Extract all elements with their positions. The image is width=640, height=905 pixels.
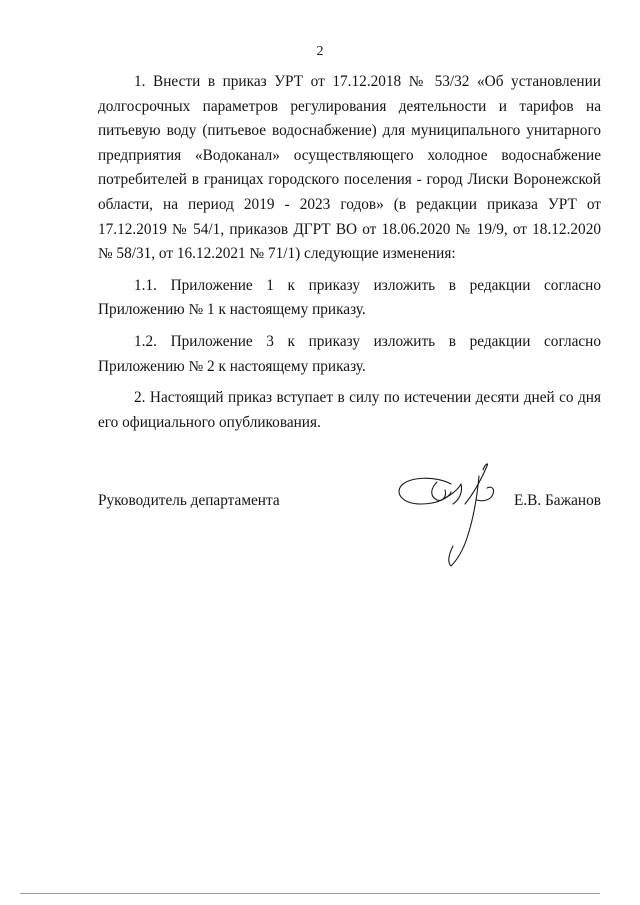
handwritten-signature-icon <box>393 458 503 570</box>
paragraph-item-2: 2. Настоящий приказ вступает в силу по истечении десяти дней со дня его официального опубликования. <box>98 389 601 431</box>
page-number: 2 <box>316 44 324 59</box>
document-body <box>98 70 601 442</box>
paragraph-item-1: 1. Внести в приказ УРТ от 17.12.2018 № 53/32 «Об установлении долгосрочных параметров регулирования деятельности и тарифов на питьевую воду (питьевое водоснабжение) для муниципального унитарного предприятия «Водоканал» осуществляющего холодное водоснабжение потребителей в границах городского поселения - город Лиски Воронежской области, на период 2019 - 2023 годов» (в редакции приказа УРТ от 17.12.2019 № 54/1, приказов ДГРТ ВО от 18.06.2020 № 19/9, от 18.12.2020 № 58/31, от 16.12.2021 № 71/1) следующие изменения: <box>98 73 601 263</box>
bottom-divider <box>20 893 600 895</box>
signatory-position: Руководитель департамента <box>98 492 280 509</box>
paragraph-item-1-1: 1.1. Приложение 1 к приказу изложить в редакции согласно Приложению № 1 к настоящему приказу. <box>98 276 601 319</box>
signature-block <box>98 492 601 516</box>
signatory-name: Е.В. Бажанов <box>513 492 601 509</box>
paragraph-item-1-2: 1.2. Приложение 3 к приказу изложить в редакции согласно Приложению № 2 к настоящему приказу. <box>98 332 601 375</box>
